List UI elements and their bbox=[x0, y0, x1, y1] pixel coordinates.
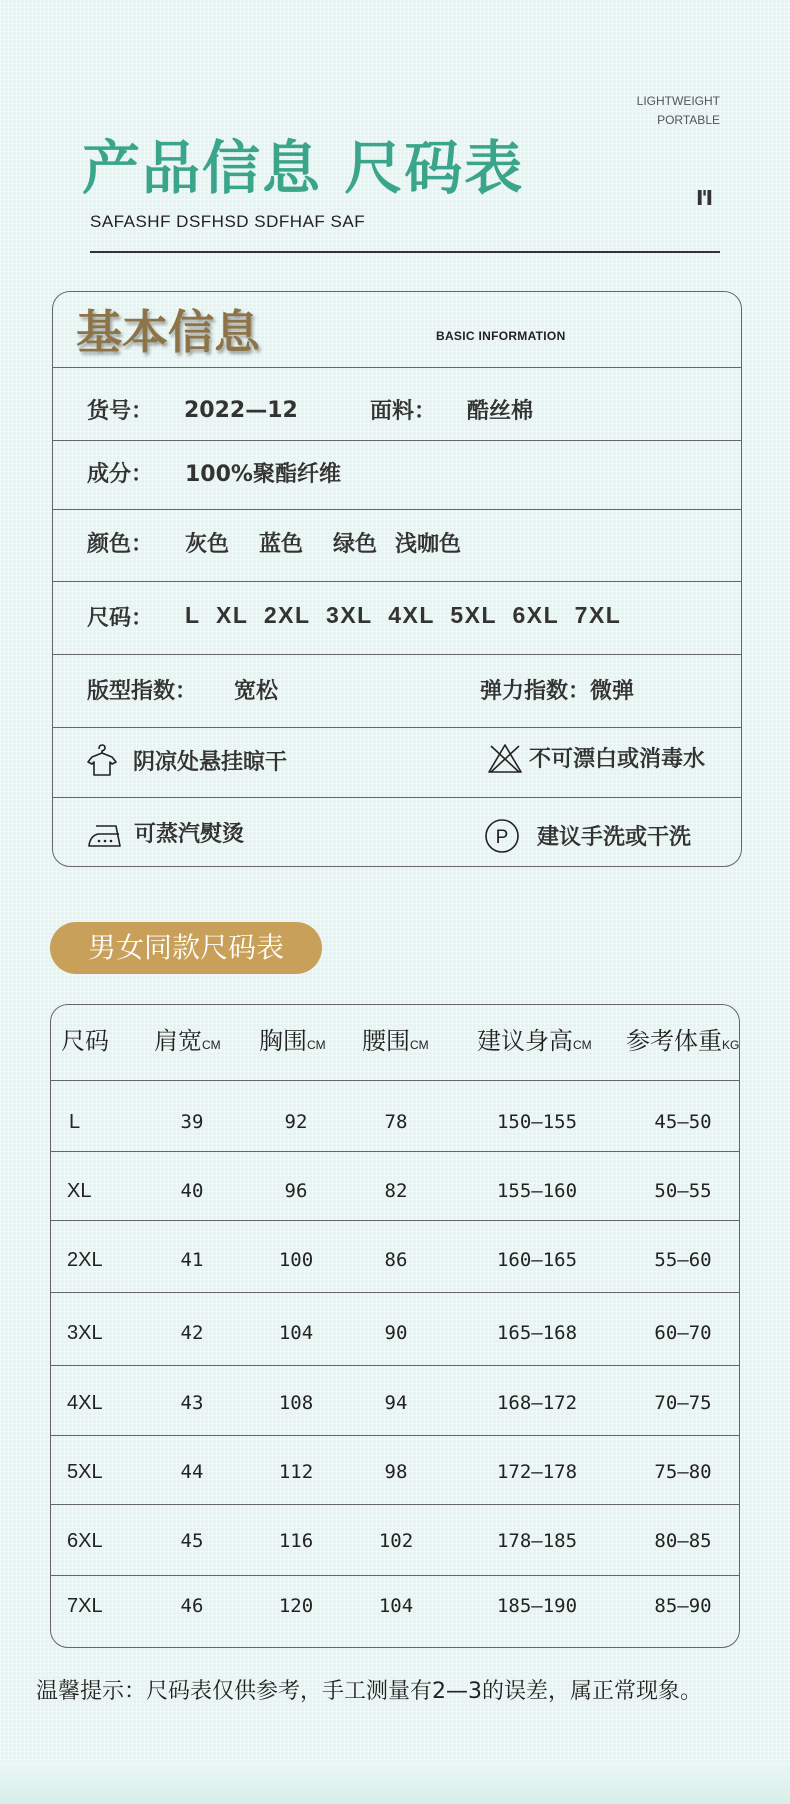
svg-text:P: P bbox=[495, 827, 509, 848]
row-divider bbox=[53, 367, 741, 368]
table-size-cell: 2XL bbox=[67, 1249, 103, 1271]
row-divider bbox=[53, 581, 741, 582]
table-row-divider bbox=[51, 1292, 739, 1293]
table-cell: 45 bbox=[180, 1530, 204, 1552]
table-row-divider bbox=[51, 1504, 739, 1505]
color-blue: 蓝色 bbox=[259, 532, 304, 557]
table-size-cell: 6XL bbox=[67, 1530, 103, 1552]
header-label: 尺码 bbox=[61, 1027, 109, 1055]
bottom-band bbox=[0, 1764, 790, 1804]
color-gray: 灰色 bbox=[185, 532, 230, 557]
fit-value: 宽松 bbox=[234, 679, 279, 704]
header-divider bbox=[90, 251, 720, 253]
table-cell: 102 bbox=[378, 1530, 414, 1552]
table-row-divider bbox=[51, 1575, 739, 1576]
decorative-mark: I'I bbox=[696, 186, 712, 210]
color-green: 绿色 bbox=[333, 532, 378, 557]
table-cell: 78 bbox=[384, 1111, 408, 1133]
table-cell: 42 bbox=[180, 1322, 204, 1344]
table-row-divider bbox=[51, 1080, 739, 1081]
table-cell: 55—60 bbox=[654, 1249, 712, 1271]
color-label: 颜色： bbox=[87, 532, 154, 557]
care-no-bleach: 不可漂白或消毒水 bbox=[529, 747, 706, 772]
page-subtitle: SAFASHF DSFHSD SDFHAF SAF bbox=[90, 212, 366, 231]
table-cell: 150—155 bbox=[496, 1111, 578, 1133]
care-wash: 建议手洗或干洗 bbox=[537, 825, 692, 850]
table-cell: 90 bbox=[384, 1322, 408, 1344]
table-cell: 46 bbox=[180, 1595, 204, 1617]
table-cell: 100 bbox=[278, 1249, 314, 1271]
table-cell: 108 bbox=[278, 1392, 314, 1414]
table-header-cell bbox=[362, 1025, 429, 1061]
table-size-cell: L bbox=[69, 1111, 81, 1133]
header-label: 建议身高 bbox=[477, 1027, 573, 1055]
table-row-divider bbox=[51, 1151, 739, 1152]
table-row-divider bbox=[51, 1365, 739, 1366]
color-light-brown: 浅咖色 bbox=[395, 532, 462, 557]
table-cell: 172—178 bbox=[496, 1461, 578, 1483]
table-cell: 168—172 bbox=[496, 1392, 578, 1414]
row-divider bbox=[53, 727, 741, 728]
notice-text: 温馨提示：尺码表仅供参考，手工测量有2—3的误差，属正常现象。 bbox=[36, 1679, 702, 1704]
size-chart-pill: 男女同款尺码表 bbox=[50, 922, 322, 974]
table-cell: 165—168 bbox=[496, 1322, 578, 1344]
hang-dry-icon bbox=[86, 743, 118, 781]
table-cell: 120 bbox=[278, 1595, 314, 1617]
header-unit: CM bbox=[307, 1038, 326, 1052]
iron-icon bbox=[86, 822, 126, 854]
tagline-line-2: PORTABLE bbox=[657, 113, 720, 127]
header-unit: KG bbox=[722, 1038, 740, 1052]
tagline bbox=[560, 92, 720, 130]
basic-info-title: 基本信息 bbox=[76, 305, 260, 359]
header-unit: CM bbox=[573, 1038, 592, 1052]
row-divider bbox=[53, 797, 741, 798]
page-title: 产品信息 尺码表 bbox=[82, 134, 525, 202]
table-cell: 98 bbox=[384, 1461, 408, 1483]
table-header-cell bbox=[626, 1025, 739, 1061]
composition-label: 成分： bbox=[87, 462, 154, 487]
table-cell: 96 bbox=[284, 1180, 308, 1202]
basic-info-title-en: BASIC INFORMATION bbox=[436, 329, 566, 343]
basic-info-box bbox=[52, 291, 742, 867]
fabric-value: 酷丝棉 bbox=[467, 399, 534, 424]
table-header-cell bbox=[477, 1025, 592, 1061]
table-cell: 80—85 bbox=[654, 1530, 712, 1552]
table-cell: 86 bbox=[384, 1249, 408, 1271]
header-label: 腰围 bbox=[362, 1027, 410, 1055]
table-cell: 41 bbox=[180, 1249, 204, 1271]
header-label: 胸围 bbox=[259, 1027, 307, 1055]
table-size-cell: 3XL bbox=[67, 1322, 103, 1344]
table-cell: 45—50 bbox=[654, 1111, 712, 1133]
table-header-cell bbox=[61, 1025, 109, 1057]
header-label: 参考体重 bbox=[626, 1027, 722, 1055]
table-cell: 160—165 bbox=[496, 1249, 578, 1271]
table-cell: 155—160 bbox=[496, 1180, 578, 1202]
table-cell: 104 bbox=[278, 1322, 314, 1344]
professional-clean-icon bbox=[484, 818, 520, 858]
table-header-cell bbox=[154, 1025, 221, 1061]
table-size-cell: 5XL bbox=[67, 1461, 103, 1483]
table-cell: 70—75 bbox=[654, 1392, 712, 1414]
fit-label: 版型指数： bbox=[87, 679, 198, 704]
care-hang-dry: 阴凉处悬挂晾干 bbox=[133, 750, 288, 775]
composition-value: 100%聚酯纤维 bbox=[185, 462, 341, 487]
table-cell: 39 bbox=[180, 1111, 204, 1133]
table-cell: 60—70 bbox=[654, 1322, 712, 1344]
row-divider bbox=[53, 654, 741, 655]
table-cell: 82 bbox=[384, 1180, 408, 1202]
table-header-cell bbox=[259, 1025, 326, 1061]
table-size-cell: 4XL bbox=[67, 1392, 103, 1414]
size-label: 尺码： bbox=[87, 606, 154, 631]
table-cell: 178—185 bbox=[496, 1530, 578, 1552]
no-bleach-icon bbox=[487, 742, 523, 778]
row-divider bbox=[53, 509, 741, 510]
item-no-value: 2022—12 bbox=[184, 398, 298, 423]
table-cell: 112 bbox=[278, 1461, 314, 1483]
header-label: 肩宽 bbox=[154, 1027, 202, 1055]
row-divider bbox=[53, 440, 741, 441]
tagline-line-1: LIGHTWEIGHT bbox=[636, 94, 720, 108]
table-size-cell: 7XL bbox=[67, 1595, 103, 1617]
size-list: L XL 2XL 3XL 4XL 5XL 6XL 7XL bbox=[185, 602, 622, 628]
table-cell: 50—55 bbox=[654, 1180, 712, 1202]
table-cell: 40 bbox=[180, 1180, 204, 1202]
table-cell: 104 bbox=[378, 1595, 414, 1617]
table-cell: 43 bbox=[180, 1392, 204, 1414]
fabric-label: 面料： bbox=[370, 399, 437, 424]
table-cell: 92 bbox=[284, 1111, 308, 1133]
header-unit: CM bbox=[410, 1038, 429, 1052]
table-cell: 44 bbox=[180, 1461, 204, 1483]
header-unit: CM bbox=[202, 1038, 221, 1052]
item-no-label: 货号： bbox=[87, 399, 154, 424]
table-cell: 94 bbox=[384, 1392, 408, 1414]
table-cell: 185—190 bbox=[496, 1595, 578, 1617]
table-row-divider bbox=[51, 1220, 739, 1221]
care-steam: 可蒸汽熨烫 bbox=[134, 822, 245, 847]
table-size-cell: XL bbox=[67, 1180, 92, 1202]
table-cell: 75—80 bbox=[654, 1461, 712, 1483]
table-cell: 85—90 bbox=[654, 1595, 712, 1617]
size-table bbox=[50, 1004, 740, 1648]
stretch-info: 弹力指数：微弹 bbox=[480, 679, 635, 704]
table-row-divider bbox=[51, 1435, 739, 1436]
table-cell: 116 bbox=[278, 1530, 314, 1552]
